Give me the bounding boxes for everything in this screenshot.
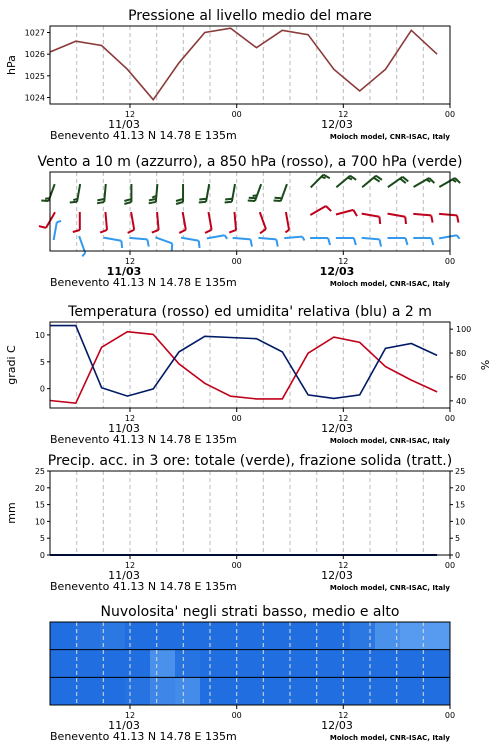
temperature-y2tick-label: 60 bbox=[456, 372, 467, 382]
wind-barb-feather bbox=[149, 202, 156, 203]
precip-xtick-label: 00 bbox=[231, 561, 242, 570]
precip-xtick-label: 12 bbox=[124, 561, 136, 570]
cloud-day-label: 11/03 bbox=[108, 719, 140, 732]
cloud-cell bbox=[75, 622, 101, 650]
temperature-xtick-label: 00 bbox=[444, 414, 456, 423]
precip-plot-area bbox=[50, 471, 450, 555]
cloud-xtick-label: 00 bbox=[231, 711, 242, 720]
cloud-cell bbox=[275, 650, 301, 678]
pressure-ytick-label: 1025 bbox=[24, 71, 45, 81]
wind-barb-feather bbox=[380, 239, 381, 246]
cloud-cell bbox=[225, 650, 251, 678]
precip-xtick-label: 00 bbox=[444, 561, 456, 570]
cloud-cell bbox=[125, 650, 151, 678]
precip-ytick-label: 0 bbox=[39, 551, 45, 560]
cloud-cell bbox=[400, 622, 426, 650]
panel-pressure bbox=[5, 8, 455, 142]
cloud-cell bbox=[125, 622, 151, 650]
cloud-xtick-label: 00 bbox=[444, 711, 456, 720]
cloud-cell bbox=[75, 650, 101, 678]
pressure-day-label: 11/03 bbox=[108, 118, 140, 131]
cloud-cell bbox=[100, 677, 126, 705]
wind-xtick-label: 12 bbox=[124, 257, 136, 266]
cloud-cell bbox=[325, 677, 351, 705]
cloud-cell bbox=[175, 677, 201, 705]
cloud-cell bbox=[75, 677, 101, 705]
pressure-xtick-label: 12 bbox=[124, 110, 136, 119]
precip-ytick-label: 20 bbox=[34, 483, 45, 493]
wind-barb-feather bbox=[275, 198, 282, 199]
wind-barb-feather bbox=[405, 217, 406, 224]
cloud-cell bbox=[100, 650, 126, 678]
wind-barb-feather bbox=[249, 198, 256, 199]
cloud-cell bbox=[350, 622, 376, 650]
panel-precip bbox=[5, 453, 465, 593]
temperature-y2tick-label: 100 bbox=[456, 325, 472, 335]
pressure-title: Pressione al livello medio del mare bbox=[128, 8, 372, 24]
pressure-model-credit: Moloch model, CNR-ISAC, Italy bbox=[329, 133, 450, 141]
precip-ytick-label: 15 bbox=[34, 500, 45, 510]
temperature-title: Temperatura (rosso) ed umidita' relativa (blu) a 2 m bbox=[68, 304, 432, 320]
cloud-cell bbox=[50, 650, 76, 678]
wind-barb-feather bbox=[251, 239, 252, 246]
cloud-cell bbox=[100, 622, 126, 650]
wind-xtick-label: 12 bbox=[338, 257, 349, 266]
wind-xtick-label: 00 bbox=[444, 257, 456, 266]
pressure-location: Benevento 41.13 N 14.78 E 135m bbox=[50, 129, 237, 142]
cloud-cell bbox=[325, 650, 351, 678]
temperature-xtick-label: 00 bbox=[231, 414, 242, 423]
cloud-cell bbox=[250, 677, 276, 705]
cloud-xtick-label: 12 bbox=[124, 711, 136, 720]
wind-barb-feather bbox=[121, 241, 122, 248]
pressure-xtick-label: 00 bbox=[444, 110, 456, 119]
temperature-ylabel: gradi C bbox=[5, 345, 18, 385]
wind-barb-feather bbox=[457, 235, 460, 239]
precip-model-credit: Moloch model, CNR-ISAC, Italy bbox=[329, 584, 450, 592]
precip-ytick-label: 5 bbox=[39, 534, 45, 544]
wind-barb-feather bbox=[253, 195, 257, 196]
cloud-cell bbox=[300, 677, 326, 705]
precip-y2tick-label: 0 bbox=[455, 551, 461, 560]
panel-wind bbox=[37, 154, 462, 289]
wind-barb-feather bbox=[82, 253, 85, 256]
cloud-cell bbox=[150, 622, 176, 650]
temperature-location: Benevento 41.13 N 14.78 E 135m bbox=[50, 433, 237, 446]
precip-day-label: 11/03 bbox=[108, 569, 140, 582]
wind-barb-feather bbox=[199, 202, 206, 203]
cloud-cell bbox=[225, 622, 251, 650]
cloud-location: Benevento 41.13 N 14.78 E 135m bbox=[50, 730, 237, 743]
cloud-cell bbox=[250, 650, 276, 678]
cloud-cell bbox=[350, 677, 376, 705]
cloud-cell bbox=[425, 650, 451, 678]
wind-barb-feather bbox=[379, 217, 380, 224]
precip-y2tick-label: 25 bbox=[455, 467, 466, 476]
wind-barb-feather bbox=[70, 202, 77, 203]
temperature-xtick-label: 12 bbox=[124, 414, 136, 423]
wind-barb-feather bbox=[225, 202, 232, 203]
cloud-cell bbox=[250, 622, 276, 650]
cloud-xtick-label: 12 bbox=[338, 711, 349, 720]
wind-barb-feather bbox=[172, 243, 173, 250]
pressure-ytick-label: 1027 bbox=[24, 28, 45, 38]
pressure-plot-area bbox=[50, 26, 450, 104]
pressure-ytick-label: 1026 bbox=[24, 50, 45, 60]
temperature-model-credit: Moloch model, CNR-ISAC, Italy bbox=[329, 437, 450, 445]
wind-day-label: 11/03 bbox=[106, 265, 142, 278]
pressure-xtick-label: 12 bbox=[338, 110, 349, 119]
cloud-cell bbox=[200, 622, 226, 650]
precip-y2tick-label: 5 bbox=[455, 534, 461, 544]
wind-location: Benevento 41.13 N 14.78 E 135m bbox=[50, 276, 237, 289]
wind-barb-feather bbox=[225, 199, 232, 200]
panel-cloud bbox=[50, 604, 455, 743]
precip-ytick-label: 25 bbox=[34, 467, 45, 476]
wind-model-credit: Moloch model, CNR-ISAC, Italy bbox=[329, 280, 450, 288]
precip-ylabel: mm bbox=[5, 502, 18, 524]
cloud-cell bbox=[300, 622, 326, 650]
wind-barb-feather bbox=[57, 221, 61, 222]
cloud-cell bbox=[200, 650, 226, 678]
cloud-cell bbox=[175, 622, 201, 650]
wind-barb-feather bbox=[248, 201, 255, 202]
wind-barb-feather bbox=[45, 198, 49, 199]
wind-day-label: 12/03 bbox=[319, 265, 355, 278]
cloud-cell bbox=[400, 650, 426, 678]
precip-y2tick-label: 15 bbox=[455, 500, 466, 510]
cloud-cell bbox=[425, 622, 451, 650]
wind-barb-feather bbox=[39, 226, 46, 228]
temperature-day-label: 12/03 bbox=[321, 422, 353, 435]
pressure-xtick-label: 00 bbox=[231, 110, 242, 119]
cloud-cell bbox=[150, 650, 176, 678]
cloud-cell bbox=[50, 622, 76, 650]
wind-barb-feather bbox=[41, 201, 48, 202]
wind-barb-feather bbox=[431, 215, 432, 222]
temperature-ytick-label: 10 bbox=[34, 330, 45, 340]
temperature-y2tick-label: 40 bbox=[456, 396, 467, 406]
wind-barb-feather bbox=[147, 239, 148, 246]
cloud-title: Nuvolosita' negli strati basso, medio e alto bbox=[100, 604, 400, 620]
precip-title: Precip. acc. in 3 ore: totale (verde), frazione solida (tratt.) bbox=[47, 453, 453, 469]
wind-title: Vento a 10 m (azzurro), a 850 hPa (rosso), a 700 hPa (verde) bbox=[37, 154, 463, 170]
cloud-cell bbox=[425, 677, 451, 705]
cloud-cell bbox=[50, 677, 76, 705]
wind-barb-feather bbox=[97, 199, 104, 200]
cloud-cell bbox=[275, 622, 301, 650]
cloud-cell bbox=[150, 677, 176, 705]
temperature-y2tick-label: 80 bbox=[456, 349, 467, 359]
precip-location: Benevento 41.13 N 14.78 E 135m bbox=[50, 580, 237, 593]
wind-barb-feather bbox=[73, 199, 77, 200]
cloud-cell bbox=[125, 677, 151, 705]
cloud-cell bbox=[350, 650, 376, 678]
temperature-y2label: % bbox=[479, 359, 492, 371]
cloud-cell bbox=[175, 650, 201, 678]
temperature-day-label: 11/03 bbox=[108, 422, 140, 435]
pressure-ytick-label: 1024 bbox=[24, 93, 45, 103]
wind-barb-feather bbox=[457, 215, 458, 222]
cloud-cell bbox=[275, 677, 301, 705]
wind-barb-feather bbox=[97, 202, 104, 203]
cloud-day-label: 12/03 bbox=[321, 719, 353, 732]
cloud-cell bbox=[225, 677, 251, 705]
temperature-xtick-label: 12 bbox=[338, 414, 349, 423]
precip-xtick-label: 12 bbox=[338, 561, 349, 570]
precip-y2tick-label: 10 bbox=[455, 517, 466, 527]
wind-barb-feather bbox=[149, 199, 156, 200]
precip-day-label: 12/03 bbox=[321, 569, 353, 582]
cloud-cell bbox=[400, 677, 426, 705]
pressure-day-label: 12/03 bbox=[321, 118, 353, 131]
wind-barb-feather bbox=[199, 199, 206, 200]
wind-barb-feather bbox=[199, 241, 200, 248]
precip-ytick-label: 10 bbox=[34, 517, 45, 527]
cloud-cell bbox=[300, 650, 326, 678]
panel-temperature bbox=[5, 304, 492, 446]
wind-barb-feather bbox=[276, 239, 277, 246]
cloud-cell bbox=[200, 677, 226, 705]
wind-xtick-label: 00 bbox=[231, 257, 242, 266]
temperature-ytick-label: 0 bbox=[39, 384, 45, 394]
wind-barb-feather bbox=[274, 201, 281, 202]
pressure-ylabel: hPa bbox=[5, 55, 18, 75]
cloud-model-credit: Moloch model, CNR-ISAC, Italy bbox=[329, 734, 450, 742]
temperature-ytick-label: 5 bbox=[39, 357, 45, 367]
cloud-cell bbox=[325, 622, 351, 650]
precip-y2tick-label: 20 bbox=[455, 483, 466, 493]
temperature-plot-area bbox=[50, 322, 450, 408]
wind-barb-feather bbox=[321, 177, 325, 178]
